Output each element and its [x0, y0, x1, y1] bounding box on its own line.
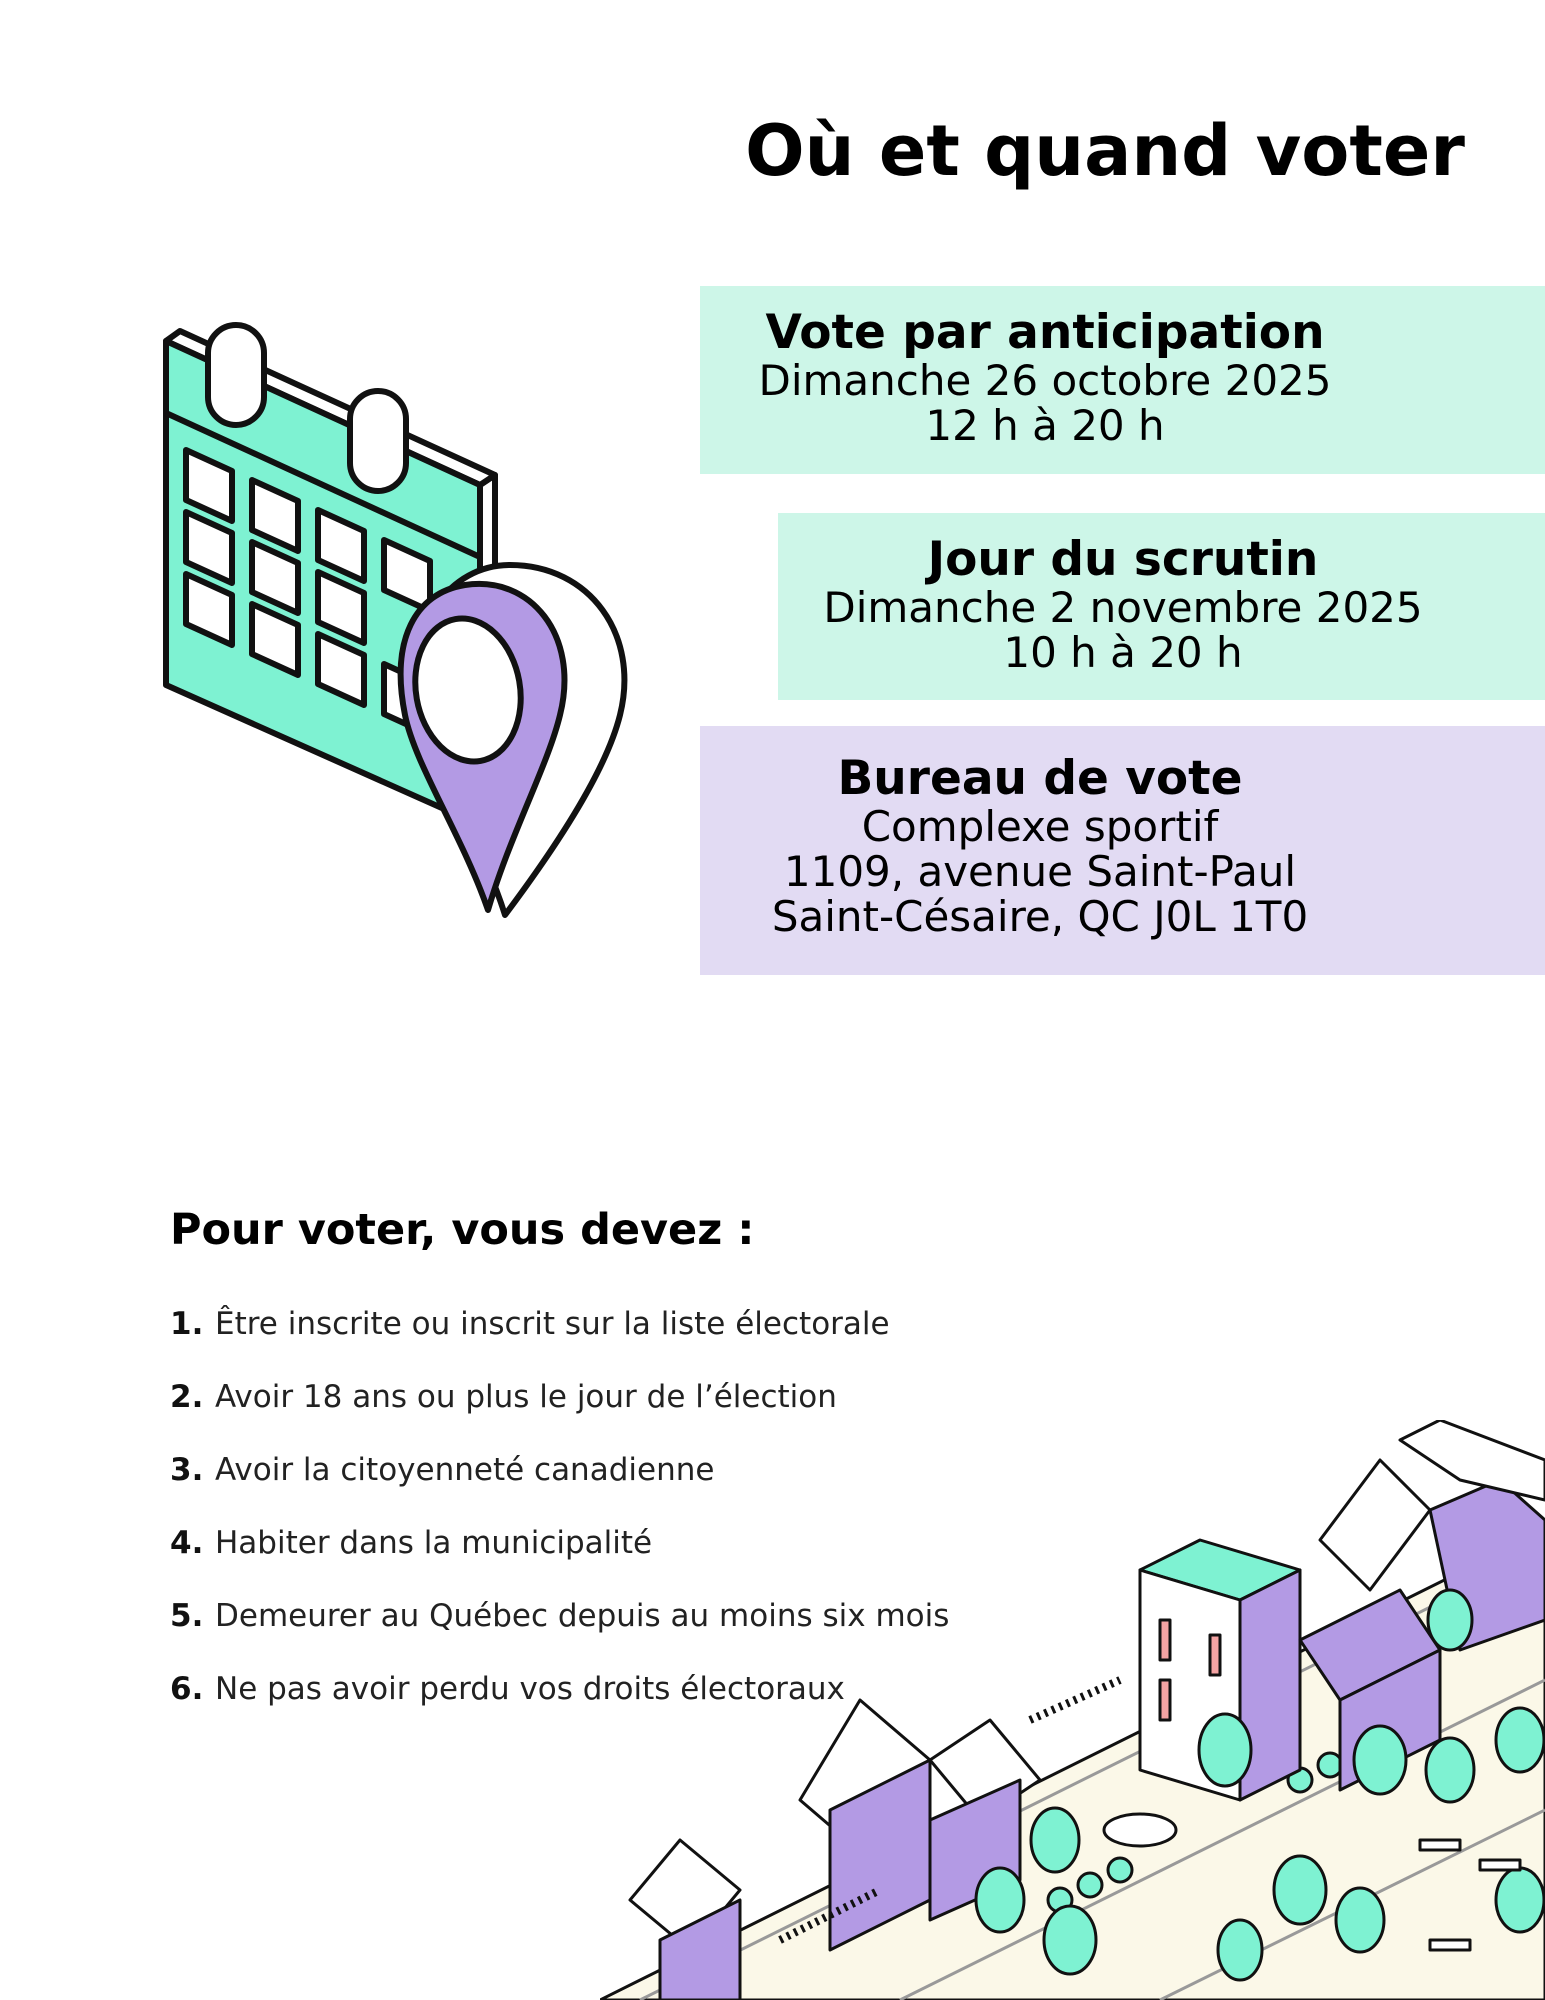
- item-text: Habiter dans la municipalité: [215, 1525, 653, 1561]
- page-title: Où et quand voter: [745, 110, 1465, 192]
- election-day-hours: 10 h à 20 h: [1003, 628, 1243, 677]
- item-text: Être inscrite ou inscrit sur la liste électorale: [215, 1306, 890, 1342]
- item-number: 3.: [170, 1452, 204, 1488]
- polling-station-box: [700, 726, 1545, 975]
- list-item: [170, 1300, 949, 1373]
- item-text: Avoir la citoyenneté canadienne: [215, 1452, 715, 1488]
- advance-vote-title: Vote par anticipation: [765, 305, 1325, 360]
- requirements-heading: Pour voter, vous devez :: [170, 1205, 755, 1255]
- polling-station-title: Bureau de vote: [837, 751, 1243, 806]
- item-text: Demeurer au Québec depuis au moins six mois: [215, 1598, 950, 1634]
- polling-station-place: Complexe sportif: [861, 802, 1219, 851]
- item-number: 5.: [170, 1598, 204, 1634]
- polling-station-address: 1109, avenue Saint-Paul: [783, 847, 1297, 896]
- polling-station-city: Saint-Césaire, QC J0L 1T0: [771, 892, 1309, 941]
- item-number: 4.: [170, 1525, 204, 1561]
- item-number: 1.: [170, 1306, 204, 1342]
- calendar-location-icon: [150, 295, 650, 935]
- neighborhood-icon: [600, 1420, 1545, 2000]
- advance-vote-date: Dimanche 26 octobre 2025: [758, 356, 1332, 405]
- election-day-date: Dimanche 2 novembre 2025: [823, 583, 1423, 632]
- election-day-box: [778, 513, 1545, 700]
- item-text: Ne pas avoir perdu vos droits électoraux: [215, 1671, 845, 1707]
- item-number: 2.: [170, 1379, 204, 1415]
- item-text: Avoir 18 ans ou plus le jour de l’élection: [215, 1379, 837, 1415]
- election-day-title: Jour du scrutin: [927, 532, 1319, 587]
- advance-vote-hours: 12 h à 20 h: [925, 401, 1165, 450]
- advance-vote-box: [700, 286, 1545, 474]
- item-number: 6.: [170, 1671, 204, 1707]
